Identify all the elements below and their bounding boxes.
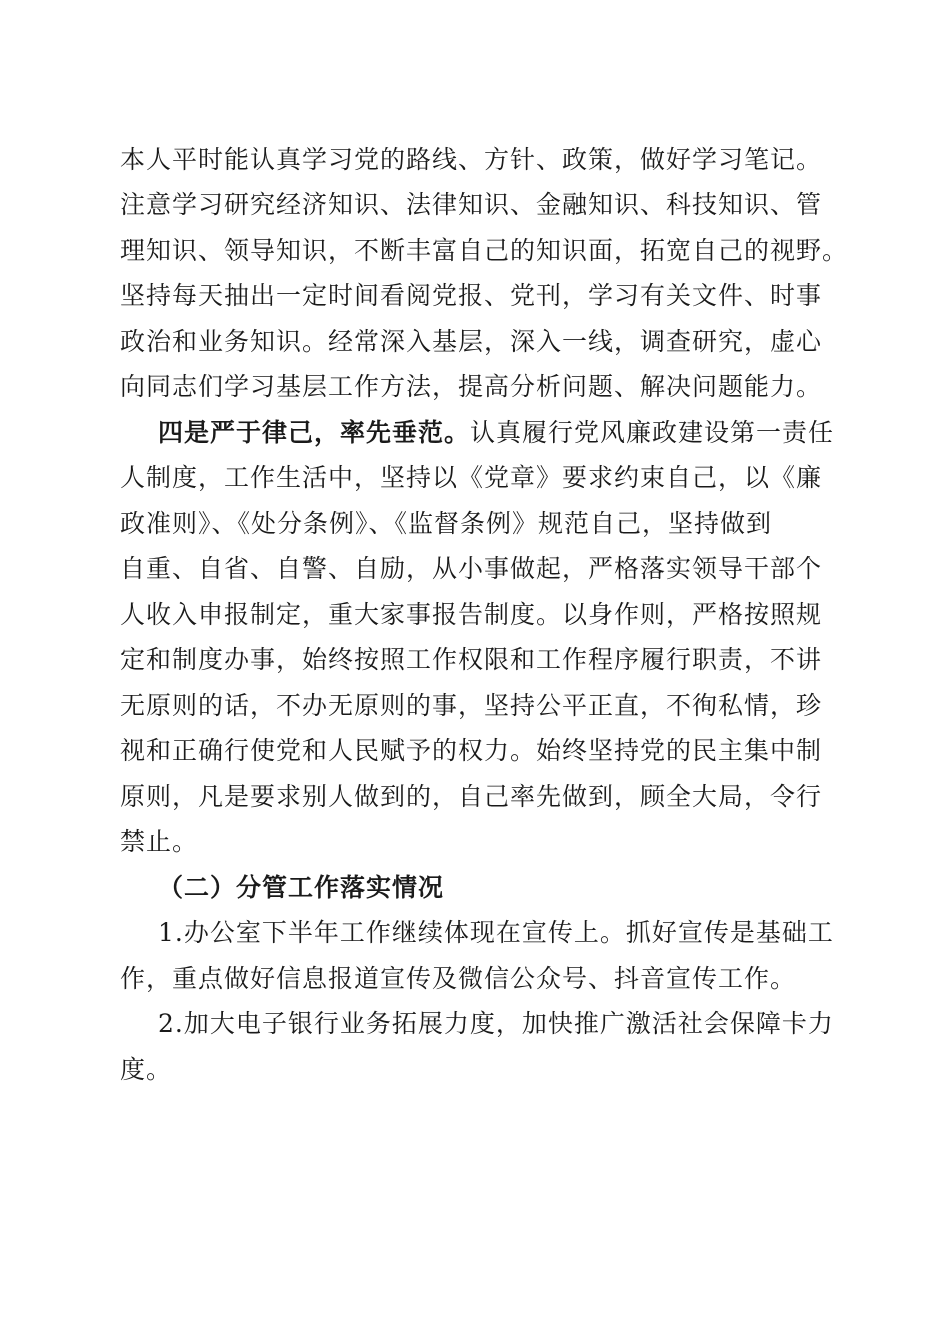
paragraph-line: 视和正确行使党和人民赋予的权力。始终坚持党的民主集中制 [120, 736, 823, 765]
section4-first-line-text: 认真履行党风廉政建设第一责任 [470, 418, 835, 447]
paragraph-line: 定和制度办事，始终按照工作权限和工作程序履行职责，不讲 [120, 645, 823, 674]
paragraph-line: 自重、自省、自警、自励，从小事做起，严格落实领导干部个 [120, 554, 823, 583]
list-item-1-line: 作，重点做好信息报道宣传及微信公众号、抖音宣传工作。 [120, 964, 797, 993]
paragraph-line: 人制度，工作生活中，坚持以《党章》要求约束自己，以《廉 [120, 463, 823, 492]
section-subheading: （二）分管工作落实情况 [158, 873, 445, 902]
paragraph-line: 政准则》、《处分条例》、《监督条例》规范自己，坚持做到 [120, 509, 773, 538]
section4-first-line [158, 415, 834, 451]
list-item-2-line: 度。 [120, 1055, 173, 1084]
paragraph-line: 注意学习研究经济知识、法律知识、金融知识、科技知识、管 [120, 190, 823, 219]
paragraph-line: 无原则的话，不办无原则的事，坚持公平正直，不徇私情，珍 [120, 691, 823, 720]
list-item-1-line: 1.办公室下半年工作继续体现在宣传上。抓好宣传是基础工 [158, 918, 834, 947]
paragraph-line: 坚持每天抽出一定时间看阅党报、党刊，学习有关文件、时事 [120, 281, 823, 310]
paragraph-line: 向同志们学习基层工作方法，提高分析问题、解决问题能力。 [120, 372, 823, 401]
paragraph-line: 原则，凡是要求别人做到的，自己率先做到，顾全大局，令行 [120, 782, 823, 811]
paragraph-line: 本人平时能认真学习党的路线、方针、政策，做好学习笔记。 [120, 145, 823, 174]
paragraph-line: 禁止。 [120, 827, 199, 856]
section4-heading: 四是严于律己，率先垂范。 [158, 418, 471, 447]
list-item-2-line: 2.加大电子银行业务拓展力度，加快推广激活社会保障卡力 [158, 1009, 834, 1038]
paragraph-line: 理知识、领导知识，不断丰富自己的知识面，拓宽自己的视野。 [120, 236, 849, 265]
paragraph-line: 政治和业务知识。经常深入基层，深入一线，调查研究，虚心 [120, 327, 823, 356]
paragraph-line: 人收入申报制定，重大家事报告制度。以身作则，严格按照规 [120, 600, 823, 629]
